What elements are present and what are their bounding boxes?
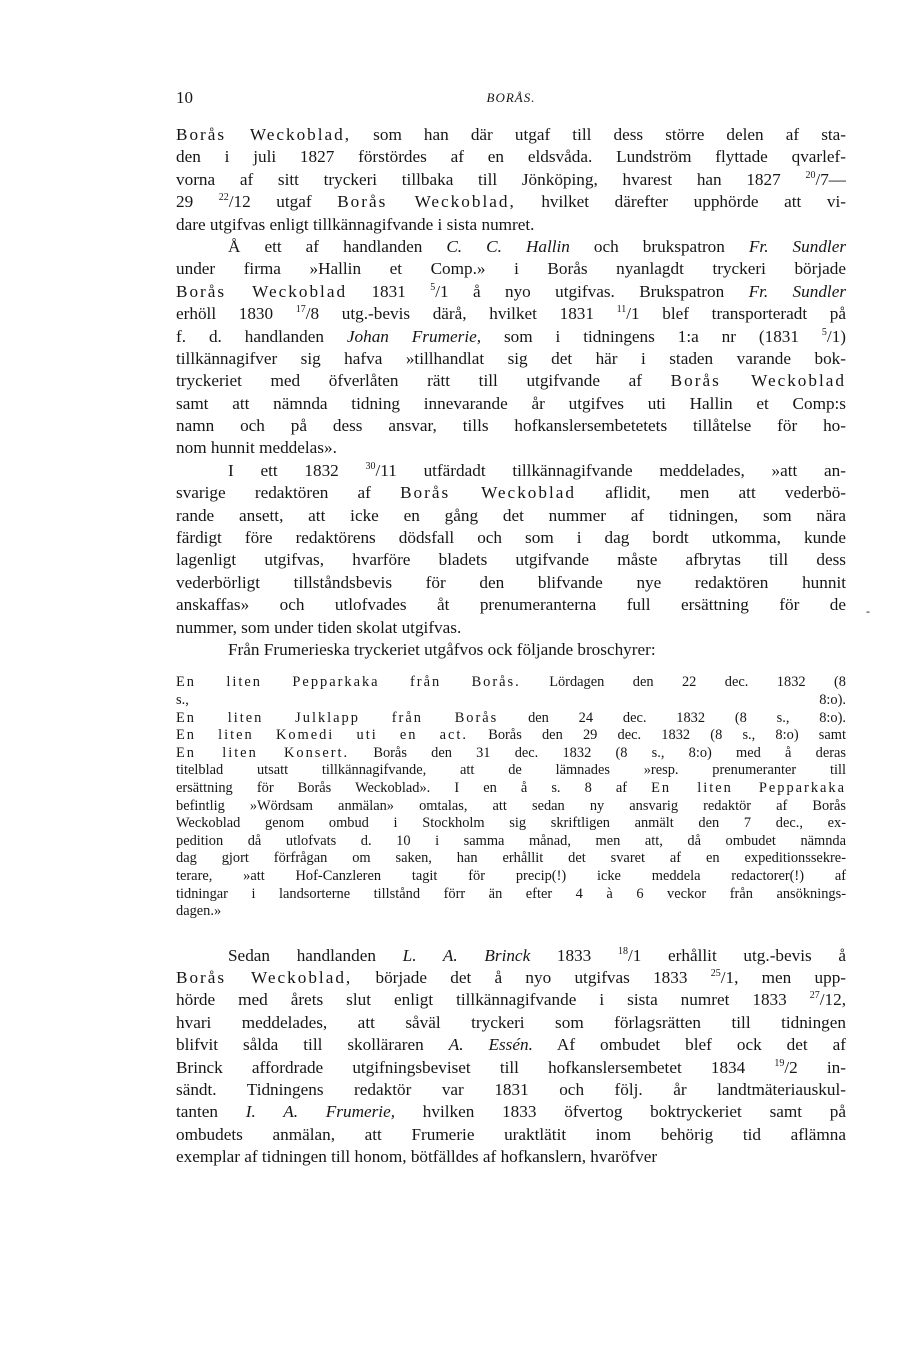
text-run: 1831 bbox=[347, 281, 431, 301]
text-run: lagenligt utgifvas, hvarföre bladets utgifvande måste afbrytas till dess bbox=[176, 550, 846, 570]
text-run: hvari meddelades, att såväl tryckeri som förlagsrätten till tidningen bbox=[176, 1012, 846, 1032]
text-line bbox=[176, 393, 846, 415]
text-run: blifvit sålda till skolläraren bbox=[176, 1035, 449, 1055]
text-line bbox=[176, 415, 846, 437]
text-line bbox=[176, 258, 846, 280]
text-run: terare, »att Hof-Canzleren tagit för precip(!) icke meddela redactorer(!) af bbox=[176, 867, 846, 884]
text-run: vederbörligt tillståndsbevis för den blifvande nye redaktören hunnit bbox=[176, 572, 846, 592]
superscript: 11 bbox=[616, 304, 627, 316]
text-run: som i tidningens 1:a nr (1831 bbox=[481, 326, 822, 346]
superscript: 5 bbox=[430, 281, 436, 293]
text-run: färdigt före redaktörens dödsfall och som i dag bordt utkomma, kunde bbox=[176, 528, 846, 548]
text-line bbox=[176, 326, 846, 348]
superscript: 25 bbox=[710, 968, 721, 980]
text-line bbox=[176, 1101, 846, 1123]
text-line bbox=[176, 727, 846, 745]
text-run: den 24 dec. 1832 (8 s., 8:o). bbox=[498, 709, 847, 726]
spaced-title: Borås Weckoblad bbox=[176, 281, 348, 301]
text-run: /12 utgaf bbox=[228, 192, 338, 212]
text-line bbox=[176, 833, 846, 851]
text-line bbox=[176, 303, 846, 325]
text-run: Lördagen den 22 dec. 1832 (8 bbox=[520, 674, 847, 691]
text-run: Borås den 29 dec. 1832 (8 s., 8:o) samt bbox=[468, 727, 846, 744]
text-run: som han där utgaf till dess större delen af sta- bbox=[351, 125, 847, 144]
text-run: /1 å nyo utgifvas. Brukspatron bbox=[435, 281, 749, 301]
text-run: nummer, som under tiden skolat utgifvas. bbox=[176, 617, 462, 637]
spaced-title: En liten Julklapp från Borås bbox=[176, 709, 499, 726]
superscript: 5 bbox=[821, 326, 827, 338]
text-run: titelblad utsatt tillkännagifvande, att de lämnades »resp. prenumeranter till bbox=[176, 762, 846, 779]
text-line bbox=[176, 762, 846, 780]
text-line bbox=[176, 745, 846, 763]
spaced-title: En liten Komedi uti en act. bbox=[176, 727, 469, 744]
page-header bbox=[176, 88, 846, 112]
superscript: 22 bbox=[218, 192, 229, 204]
text-run: /12, bbox=[819, 990, 846, 1010]
spaced-title: Borås Weckoblad, bbox=[337, 192, 516, 212]
text-run: samt att nämnda tidning innevarande år utgifves uti Hallin et Comp:s bbox=[176, 393, 846, 413]
text-line bbox=[176, 214, 846, 236]
superscript: 27 bbox=[809, 990, 820, 1002]
text-line bbox=[176, 527, 846, 549]
text-line bbox=[176, 945, 846, 967]
spaced-title: Borås Weckoblad, bbox=[176, 125, 352, 144]
text-run: erhöll 1830 bbox=[176, 304, 296, 324]
paragraph-hallin-sundler bbox=[176, 236, 846, 460]
text-line bbox=[176, 236, 846, 258]
margin-mark: - bbox=[866, 604, 870, 618]
spaced-title: En liten Pepparkaka från Borås. bbox=[176, 674, 521, 691]
text-line bbox=[176, 815, 846, 833]
text-line bbox=[176, 460, 846, 482]
text-line bbox=[176, 169, 846, 191]
text-run: dare utgifvas enligt tillkännagifvande i sista numret. bbox=[176, 214, 535, 234]
superscript: 20 bbox=[805, 169, 816, 181]
italic-name: C. C. Hallin bbox=[446, 236, 570, 256]
text-line bbox=[176, 692, 846, 710]
text-line bbox=[176, 1057, 846, 1079]
italic-name: Fr. Sundler bbox=[748, 236, 847, 256]
text-run: Borås den 31 dec. 1832 (8 s., 8:o) med å deras bbox=[349, 744, 846, 761]
text-run: Å ett af handlanden bbox=[228, 236, 447, 256]
text-run: /7— bbox=[815, 169, 846, 189]
text-line bbox=[176, 1034, 846, 1056]
text-run: Weckoblad genom ombud i Stockholm sig skriftligen anmält den 7 dec., ex- bbox=[176, 815, 846, 832]
text-line bbox=[176, 505, 846, 527]
text-run: ersättning för Borås Weckoblad». I en å s. 8 af bbox=[176, 779, 652, 796]
spaced-title: En liten Konsert. bbox=[176, 744, 350, 761]
text-run: namn och på dess ansvar, tills hofkanslersembetetets tillåtelse för ho- bbox=[176, 416, 846, 436]
text-run: tryckeriet med öfverlåten rätt till utgifvande af bbox=[176, 371, 671, 391]
text-run: hvilken 1833 öfvertog boktryckeriet samt på bbox=[395, 1102, 847, 1122]
text-run: svarige redaktören af bbox=[176, 483, 401, 503]
text-run: nom hunnit meddelas». bbox=[176, 438, 337, 458]
footnote-brochure-list bbox=[176, 674, 846, 920]
text-run: började det å nyo utgifvas 1833 bbox=[352, 968, 711, 988]
superscript: 17 bbox=[295, 304, 306, 316]
text-line bbox=[176, 572, 846, 594]
text-line bbox=[176, 482, 846, 504]
text-run: 29 bbox=[176, 192, 219, 212]
text-run: 1833 bbox=[530, 945, 618, 965]
text-run: I ett 1832 bbox=[228, 460, 366, 480]
text-line bbox=[176, 868, 846, 886]
text-run: tidningar i landsorterne tillstånd förr än efter 4 à 6 veckor från ansöknings- bbox=[176, 885, 846, 902]
text-line bbox=[176, 617, 846, 639]
spaced-title: Borås Weckoblad, bbox=[176, 968, 353, 988]
text-line bbox=[176, 1079, 846, 1101]
text-run: tillkännagifver sig hafva »tillhandlat sig det här i staden varande bok- bbox=[176, 348, 846, 368]
italic-name: I. A. Frumerie, bbox=[245, 1102, 395, 1122]
paragraph-1832-notice bbox=[176, 460, 846, 639]
text-line bbox=[176, 780, 846, 798]
text-run: anskaffas» och utlofvades åt prenumeranterna full ersättning för de bbox=[176, 595, 846, 615]
spaced-title: Borås Weckoblad bbox=[400, 483, 576, 503]
text-run: dagen.» bbox=[176, 903, 222, 920]
text-line bbox=[176, 989, 846, 1011]
text-line bbox=[176, 1012, 846, 1034]
spaced-title: En liten Pepparkaka bbox=[651, 779, 846, 796]
paragraph-weckoblad-history bbox=[176, 124, 846, 236]
text-line bbox=[176, 1146, 846, 1168]
text-run: vorna af sitt tryckeri tillbaka till Jönköping, hvarest han 1827 bbox=[176, 169, 806, 189]
text-run: exemplar af tidningen till honom, bötfälldes af hofkanslern, hvaröfver bbox=[176, 1147, 658, 1167]
text-line bbox=[176, 1124, 846, 1146]
page-body bbox=[176, 124, 846, 1169]
text-run: Brinck affordrade utgifningsbeviset till hofkanslersembetet 1834 bbox=[176, 1057, 775, 1077]
text-line bbox=[176, 798, 846, 816]
text-line bbox=[176, 370, 846, 392]
text-run: s., 8:o). bbox=[176, 691, 846, 708]
text-run: och brukspatron bbox=[569, 236, 749, 256]
text-run: aflidit, men att vederbö- bbox=[575, 483, 847, 503]
text-run: /8 utg.-bevis därå, hvilket 1831 bbox=[305, 304, 617, 324]
text-run: sändt. Tidningens redaktör var 1831 och följ. år landtmäteriauskul- bbox=[176, 1080, 846, 1100]
text-run: f. d. handlanden bbox=[176, 326, 347, 346]
text-line bbox=[176, 437, 846, 459]
text-run: /11 utfärdadt tillkännagifvande meddelades, »att an- bbox=[375, 460, 847, 480]
text-line bbox=[176, 146, 846, 168]
text-line bbox=[176, 850, 846, 868]
text-run: Af ombudet blef ock det af bbox=[532, 1035, 846, 1055]
text-run: befintlig »Wördsam anmälan» omtalas, att sedan ny ansvarig redaktör af Borås bbox=[176, 797, 846, 814]
running-head: BORÅS. bbox=[486, 90, 536, 105]
text-line bbox=[176, 594, 846, 616]
superscript: 19 bbox=[774, 1057, 785, 1069]
text-line bbox=[176, 124, 846, 146]
text-run: Från Frumerieska tryckeriet utgåfvos ock följande broschyrer: bbox=[228, 639, 656, 659]
text-run: under firma »Hallin et Comp.» i Borås nyanlagdt tryckeri började bbox=[176, 259, 846, 279]
italic-name: Johan Frumerie, bbox=[346, 326, 482, 346]
text-line bbox=[176, 348, 846, 370]
text-run: den i juli 1827 förstördes af en eldsvåda. Lundström flyttade qvarlef- bbox=[176, 147, 846, 167]
text-line bbox=[176, 903, 846, 921]
text-run: rande ansett, att icke en gång det nummer af tidningen, som nära bbox=[176, 505, 846, 525]
spacer bbox=[176, 921, 846, 945]
text-line bbox=[176, 967, 846, 989]
text-run: pedition då utlofvats d. 10 i samma månad, men att, då ombudet nämnda bbox=[176, 832, 846, 849]
text-run: /1) bbox=[826, 326, 847, 346]
paragraph-brinck bbox=[176, 945, 846, 1169]
text-run: /1 erhållit utg.-bevis å bbox=[627, 945, 847, 965]
text-run: hörde med årets slut enligt tillkännagifvande i sista numret 1833 bbox=[176, 990, 810, 1010]
text-run: tanten bbox=[176, 1102, 246, 1122]
text-run: hvilket därefter upphörde att vi- bbox=[515, 192, 846, 212]
superscript: 18 bbox=[617, 945, 628, 957]
text-line bbox=[176, 886, 846, 904]
text-line bbox=[176, 191, 846, 213]
text-run: /1 blef transporteradt på bbox=[626, 304, 846, 324]
text-run: /1, men upp- bbox=[720, 968, 847, 988]
italic-name: L. A. Brinck bbox=[402, 945, 531, 965]
text-line bbox=[176, 549, 846, 571]
text-run: /2 in- bbox=[784, 1057, 846, 1077]
page-number: 10 bbox=[176, 88, 193, 107]
text-line bbox=[176, 710, 846, 728]
italic-name: Fr. Sundler bbox=[748, 281, 847, 301]
italic-name: A. Essén. bbox=[448, 1035, 533, 1055]
spacer bbox=[176, 661, 846, 674]
text-line bbox=[176, 281, 846, 303]
paragraph-brochures-intro bbox=[176, 639, 846, 661]
text-run: dag gjort förfrågan om saken, han erhållit det svaret af en expeditionssekre- bbox=[176, 850, 846, 867]
text-line bbox=[176, 674, 846, 692]
text-run: Sedan handlanden bbox=[228, 945, 403, 965]
text-run: ombudets anmälan, att Frumerie uraktlätit inom behörig tid aflämna bbox=[176, 1124, 846, 1144]
spaced-title: Borås Weckoblad bbox=[670, 371, 846, 391]
superscript: 30 bbox=[365, 460, 376, 472]
text-line bbox=[176, 639, 846, 661]
